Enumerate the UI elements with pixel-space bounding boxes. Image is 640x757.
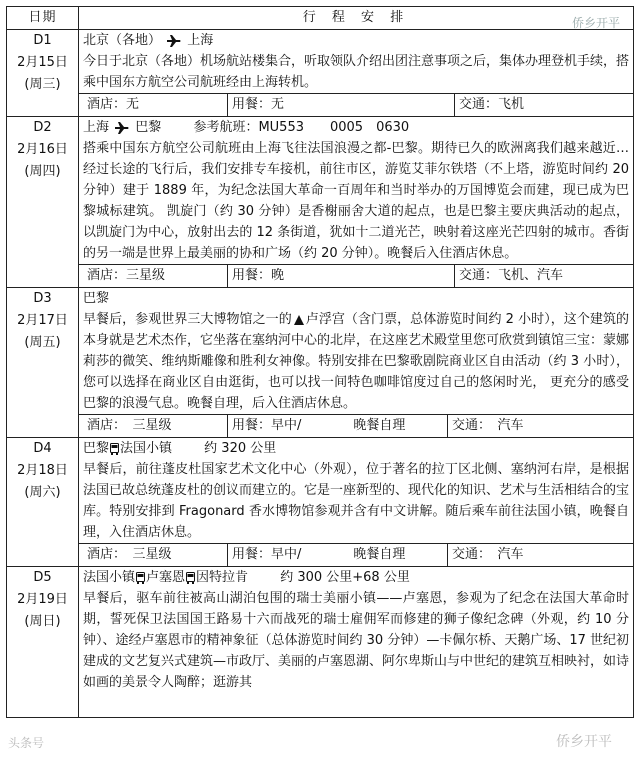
day-date-cell [7, 288, 79, 438]
route-from: 巴黎 [83, 441, 110, 456]
itinerary-sheet [6, 6, 634, 718]
route-line [83, 30, 629, 51]
day-plan-cell [79, 30, 634, 94]
day-description [83, 309, 629, 414]
triangle-icon [294, 315, 304, 325]
meal-dinner: 晚餐自理 [353, 418, 406, 433]
route-stop-a: 法国小镇 [83, 570, 136, 585]
route-title: 巴黎 [83, 291, 110, 306]
day-description-body: 卢浮宫（含门票，总体游览时间约 2 小时），这个建筑的本身就是艺术杰作，它坐落在塞纳河中心的北岸，在这座艺术殿堂里您可欣赏到镇馆三宝：蒙娜莉莎的微笑、维纳斯雕像和胜利女神像。特别安排在巴黎歌剧院商业区自由活动（约 3 小时），您可以选择在商业区自由逛街，也可以找一间特色咖啡馆度过自己的悠闲时光， 更充分的感受巴黎的浪漫气息。晚餐自理，后入住酒店休息。 [83, 312, 630, 411]
day-weekday: (周日) [24, 614, 61, 629]
day-code: D2 [33, 120, 52, 135]
transport-info: 交通：飞机 [459, 97, 525, 112]
day-info-row [7, 94, 634, 117]
route-line [83, 567, 629, 588]
day-date-cell [7, 30, 79, 117]
meal-info [228, 544, 448, 566]
day-row-d5 [7, 567, 634, 718]
day-info-row [7, 415, 634, 438]
hotel-info: 酒店： 三星级 [83, 415, 228, 437]
plan-header: 行 程 安 排 [79, 7, 634, 30]
day-date-cell [7, 117, 79, 288]
day-info-row [7, 544, 634, 567]
flight-reference: 参考航班：MU553 0005 0630 [193, 120, 410, 135]
day-date-cell [7, 438, 79, 567]
transport-info: 交通： 汽车 [452, 547, 524, 562]
plane-icon [167, 35, 181, 47]
day-date: 2月17日 [17, 313, 68, 328]
day-description-lead: 早餐后，参观世界三大博物馆之一的 [83, 312, 292, 327]
meal-dinner: 晚餐自理 [353, 547, 406, 562]
day-plan-cell [79, 288, 634, 415]
hotel-info: 酒店：无 [83, 94, 228, 116]
day-weekday: (周三) [24, 77, 61, 92]
day-code: D5 [33, 570, 52, 585]
route-distance: 约 300 公里+68 公里 [280, 570, 410, 585]
day-description: 今日于北京（各地）机场航站楼集合，听取领队介绍出团注意事项之后，集体办理登机手续，搭乘中国东方航空公司航班经由上海转机。 [83, 54, 630, 90]
meal-info [228, 415, 448, 437]
bus-icon [110, 443, 119, 455]
day-weekday: (周四) [24, 164, 61, 179]
day-date: 2月15日 [17, 55, 68, 70]
watermark-top: 侨乡开平 [571, 16, 620, 30]
meal-info: 用餐：无 [228, 94, 455, 116]
day-info-row [7, 265, 634, 288]
bus-icon [136, 572, 145, 584]
day-date: 2月19日 [17, 592, 68, 607]
route-line [83, 117, 629, 138]
header-row [7, 7, 634, 30]
day-description: 早餐后，前往蓬皮杜国家艺术文化中心（外观），位于著名的拉丁区北侧、塞纳河右岸，是根据法国已故总统蓬皮杜的创议而建立的。它是一座新型的、现代化的知识、艺术与生活相结合的宝库。特别安排到 Fragonard 香水博物馆参观并含有中文讲解。随后乘车前往法国小镇，晚餐自理，入住酒店休息。 [83, 462, 630, 540]
day-weekday: (周六) [24, 485, 61, 500]
route-distance: 约 320 公里 [204, 441, 277, 456]
day-plan-cell [79, 438, 634, 544]
day-info-cell [79, 415, 634, 438]
route-from: 上海 [83, 120, 110, 135]
route-to: 巴黎 [135, 120, 162, 135]
route-from: 北京（各地） [83, 33, 162, 48]
day-code: D1 [33, 33, 52, 48]
day-info-cell [79, 94, 634, 117]
day-date-cell [7, 567, 79, 718]
meal-lunch: 用餐：早中/ [232, 547, 302, 562]
day-row-d3 [7, 288, 634, 415]
day-info-cell [79, 265, 634, 288]
hotel-info: 酒店：三星级 [83, 265, 228, 287]
day-description: 早餐后，驱车前往被高山湖泊包围的瑞士美丽小镇——卢塞恩，参观为了纪念在法国大革命时期，誓死保卫法国国王路易十六而战死的瑞士雇佣军而修建的狮子像纪念碑（外观，约 10 分钟）、途经卢塞恩市的精神象征（总体游览时间约 30 分钟）—卡佩尔桥、天鹅广场、17 世纪初建成的文艺复兴式建筑—市政厅、美丽的卢塞恩湖、阿尔卑斯山与中世纪的建筑互相映衬，如诗如画的美景令人陶醉；逛游其 [83, 591, 630, 690]
meal-info: 用餐：晚 [228, 265, 455, 287]
itinerary-table [6, 6, 634, 718]
date-header: 日期 [7, 7, 79, 30]
watermark-bottom-left: 头条号 [8, 736, 45, 750]
route-to: 上海 [187, 33, 214, 48]
day-date: 2月18日 [17, 463, 68, 478]
day-code: D4 [33, 441, 52, 456]
day-plan-cell [79, 567, 634, 718]
day-row-d1 [7, 30, 634, 94]
day-row-d4 [7, 438, 634, 544]
day-description: 搭乘中国东方航空公司航班由上海飞往法国浪漫之都-巴黎。期待已久的欧洲离我们越来越近…经过长途的飞行后，我们安排专车接机，前往市区，游览艾菲尔铁塔（不上塔，游览时间约 20 分钟）建于 1889 年，为纪念法国大革命一百周年和当时举办的万国博览会而建，现已成为巴黎城标建筑。 凯旋门（约 30 分钟）是香榭丽舍大道的起点，也是巴黎主要庆典活动的起点，以凯旋门为中心，放射出去的 12 条街道，犹如十二道光芒，映射着这座光芒四射的城市。香街的另一端是世界上最美丽的协和广场（约 20 分钟）。晚餐后入住酒店休息。 [83, 141, 629, 261]
route-to: 法国小镇 [120, 441, 173, 456]
hotel-info: 酒店： 三星级 [83, 544, 228, 566]
day-weekday: (周五) [24, 335, 61, 350]
day-info-cell [79, 544, 634, 567]
day-date: 2月16日 [17, 142, 68, 157]
day-row-d2 [7, 117, 634, 265]
route-stop-c: 因特拉肯 [196, 570, 249, 585]
route-line [83, 438, 629, 459]
bus-icon [186, 572, 195, 584]
plane-icon [115, 122, 129, 134]
transport-info: 交通： 汽车 [452, 418, 524, 433]
route-stop-b: 卢塞恩 [146, 570, 186, 585]
day-code: D3 [33, 291, 52, 306]
meal-lunch: 用餐：早中/ [232, 418, 302, 433]
watermark-bottom-right: 侨乡开平 [556, 734, 612, 750]
transport-info: 交通：飞机、汽车 [459, 268, 564, 283]
day-plan-cell [79, 117, 634, 265]
